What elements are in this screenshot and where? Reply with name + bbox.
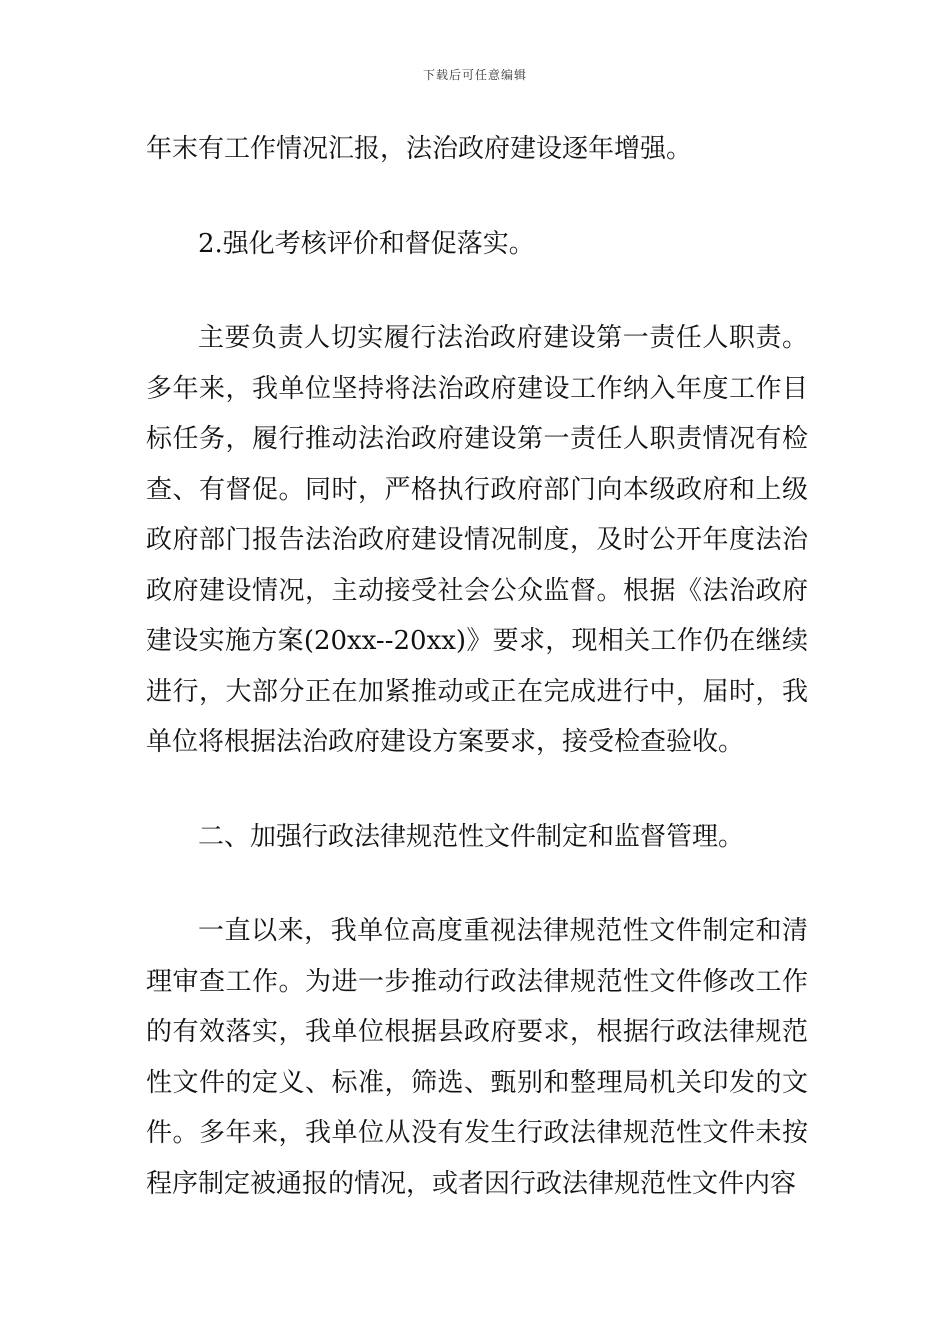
- paragraph-normative-documents: 一直以来，我单位高度重视法律规范性文件制定和清理审查工作。为进一步推动行政法律规范性文件修改工作的有效落实，我单位根据县政府要求，根据行政法律规范性文件的定义、标准，筛选、甄别和整理局机关印发的文件。多年来，我单位从没有发生行政法律规范性文件未按程序制定被通报的情况，或者因行政法律规范性文件内容: [146, 916, 808, 1199]
- section-heading-er: 二、加强行政法律规范性文件制定和监督管理。: [198, 821, 745, 852]
- paragraph-responsibility: 主要负责人切实履行法治政府建设第一责任人职责。多年来，我单位坚持将法治政府建设工作纳入年度工作目标任务，履行推动法治政府建设第一责任人职责情况有检查、有督促。同时，严格执行政府部门向本级政府和上级政府部门报告法治政府建设情况制度，及时公开年度法治政府建设情况，主动接受社会公众监督。根据《法治政府建设实施方案(20xx--20xx)》要求，现相关工作仍在继续进行，大部分正在加紧推动或正在完成进行中，届时，我单位将根据法治政府建设方案要求，接受检查验收。: [146, 323, 808, 757]
- page-header-note: 下载后可任意编辑: [422, 68, 527, 82]
- paragraph-continuation: 年末有工作情况汇报，法治政府建设逐年增强。: [146, 134, 693, 164]
- section-heading-2: 2.强化考核评价和督促落实。: [198, 228, 535, 259]
- document-body: [146, 124, 808, 1209]
